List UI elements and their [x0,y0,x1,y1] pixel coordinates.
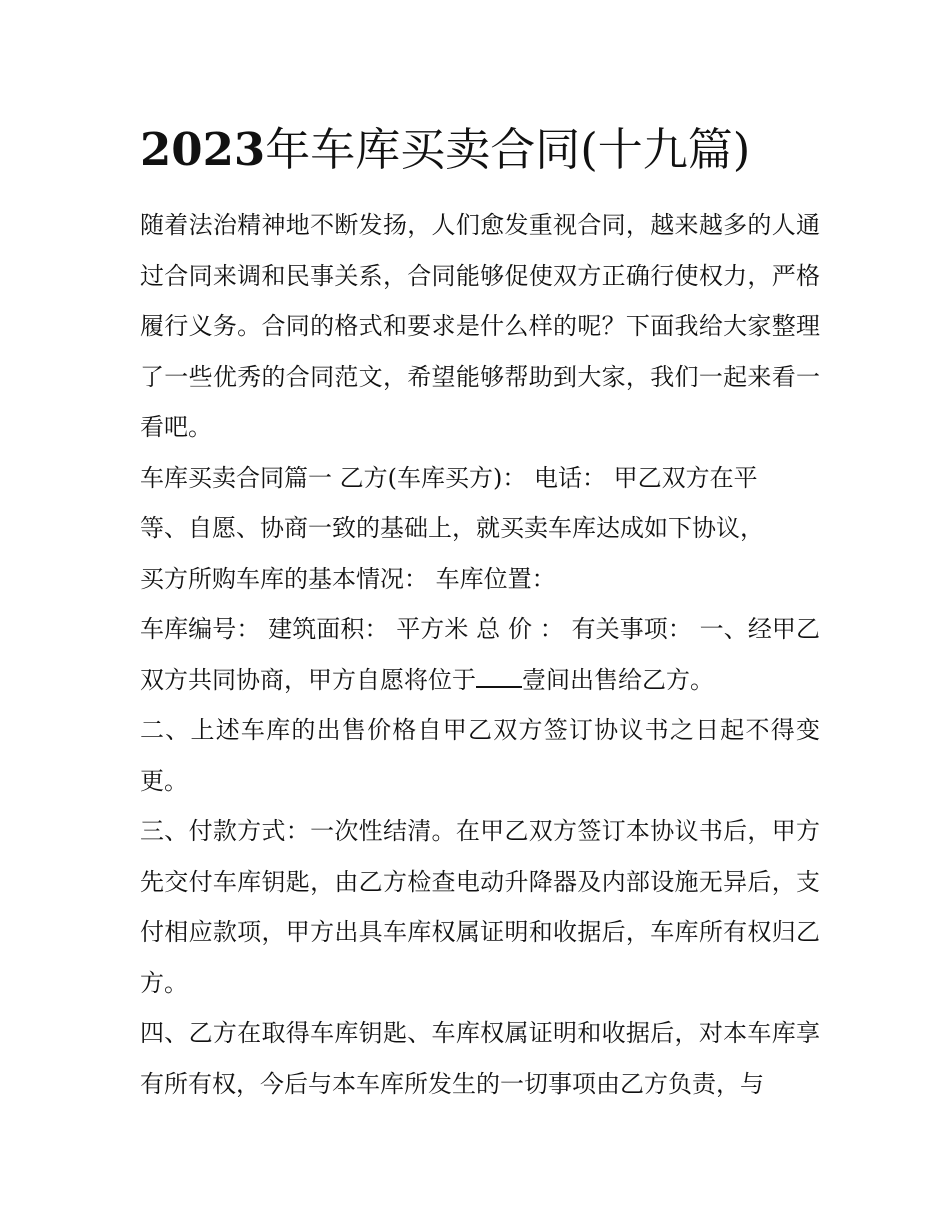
clause-1-text: 车库编号： 建筑面积： 平方米 总 价 ： 有关事项： 一、经甲乙双方共同协商，甲方自愿将位于 [140,615,820,694]
clause-3: 三、付款方式：一次性结清。在甲乙双方签订本协议书后，甲方先交付车库钥匙，由乙方检查电动升降器及内部设施无异后，支付相应款项，甲方出具车库权属证明和收据后，车库所有权归乙方。 [140,817,820,997]
document-title [140,112,820,188]
clause-2: 二、上述车库的出售价格自甲乙双方签订协议书之日起不得变更。 [140,716,820,795]
clause-1 [140,604,820,705]
clause-4: 四、乙方在取得车库钥匙、车库权属证明和收据后，对本车库享有所有权，今后与本车库所发生的一切事项由乙方负责，与 [140,1019,820,1098]
section-line: 车库买卖合同篇一 乙方(车库买方)： 电话： 甲乙双方在平 [140,463,758,492]
title-year: 2023 [140,123,266,176]
document-body [140,200,820,1109]
document-page [140,112,820,1109]
section-line: 买方所购车库的基本情况： 车库位置： [140,564,556,593]
section-line: 等、自愿、协商一致的基础上，就买卖车库达成如下协议， [140,514,764,542]
intro-paragraph: 随着法治精神地不断发扬，人们愈发重视合同，越来越多的人通过合同来调和民事关系，合同能够促使双方正确行使权力，严格履行义务。合同的格式和要求是什么样的呢？下面我给大家整理了一些优秀的合同范文，希望能够帮助到大家，我们一起来看一看吧。 [140,211,820,441]
clause-1-text-end: 壹间出售给乙方。 [522,665,714,694]
title-text: 年车库买卖合同(十九篇) [265,123,751,176]
fill-in-blank [476,664,522,688]
